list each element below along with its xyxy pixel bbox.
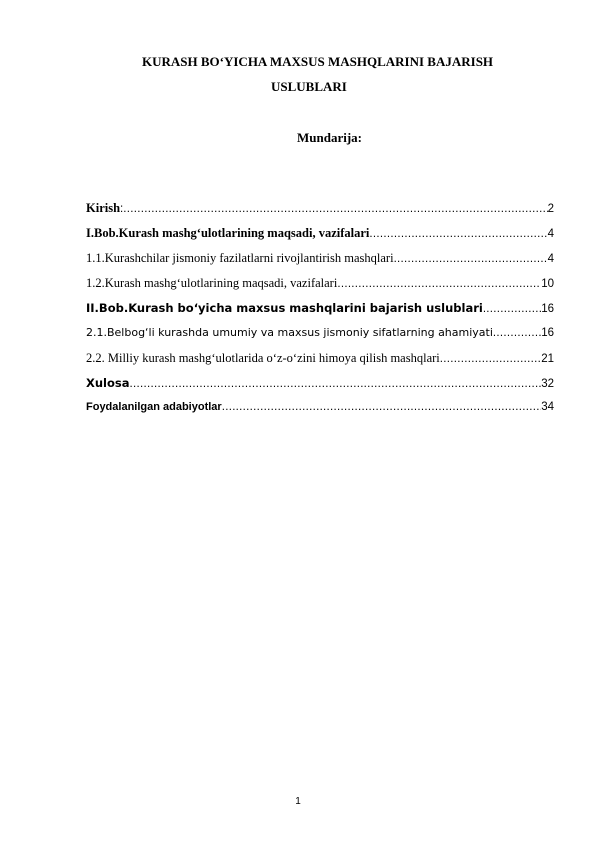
toc-entry-chapter-2[interactable] (86, 301, 554, 326)
toc-dot-leader (337, 278, 541, 290)
toc-entry-label: 2.1.Belbog‘li kurashda umumiy va maxsus jismoniy sifatlarning ahamiyati (86, 326, 493, 339)
toc-entry-section-2-2[interactable] (86, 351, 554, 376)
toc-page-number: 34 (541, 401, 554, 413)
page-number: 1 (295, 796, 301, 807)
toc-entry-label: Foydalanilgan adabiyotlar (86, 401, 222, 413)
toc-page-number: 21 (541, 353, 554, 365)
toc-entry-label: 2.2. Milliy kurash mashg‘ulotlarida o‘z-o‘zini himoya qilish mashqlari (86, 351, 440, 365)
toc-dot-leader (483, 303, 541, 315)
toc-page-number: 2 (547, 203, 554, 215)
toc-dot-leader (130, 378, 542, 390)
document-title-line-1: KURASH BO‘YICHA MAXSUS MASHQLARINI BAJARISH (142, 54, 494, 69)
toc-entry-label: Xulosa (86, 376, 130, 390)
toc-page-number: 32 (541, 378, 554, 390)
toc-entry-label: I.Bob.Kurash mashg‘ulotlarining maqsadi, vazifalari (86, 226, 370, 240)
toc-page-number: 4 (547, 253, 554, 265)
toc-entry-chapter-1[interactable] (86, 226, 554, 251)
toc-entry-conclusion[interactable] (86, 376, 554, 401)
toc-dot-leader (222, 401, 542, 413)
toc-entry-label: II.Bob.Kurash bo‘yicha maxsus mashqlarini bajarish uslublari (86, 301, 483, 315)
toc-dot-leader (369, 228, 547, 240)
toc-entry-label: 1.1.Kurashchilar jismoniy fazilatlarni rivojlantirish mashqlari (86, 251, 394, 265)
toc-entry-label: Kirish (86, 201, 121, 215)
toc-entry-section-1-1[interactable] (86, 251, 554, 276)
toc-page-number: 16 (541, 327, 554, 339)
toc-entry-suffix: : (120, 203, 124, 215)
toc-page-number: 4 (547, 228, 554, 240)
toc-entry-introduction[interactable] (86, 201, 554, 226)
toc-entry-references[interactable] (86, 401, 554, 426)
toc-dot-leader (440, 353, 541, 365)
toc-dot-leader (493, 327, 541, 339)
toc-dot-leader (123, 203, 547, 215)
toc-page-number: 10 (541, 278, 554, 290)
toc-dot-leader (394, 253, 548, 265)
table-of-contents (86, 201, 554, 426)
toc-entry-section-2-1[interactable] (86, 326, 554, 351)
toc-entry-section-1-2[interactable] (86, 276, 554, 301)
toc-page-number: 16 (541, 303, 554, 315)
toc-entry-label: 1.2.Kurash mashg‘ulotlarining maqsadi, vazifalari (86, 276, 338, 290)
contents-heading: Mundarija: (297, 130, 362, 145)
document-title-line-2: USLUBLARI (271, 79, 347, 94)
